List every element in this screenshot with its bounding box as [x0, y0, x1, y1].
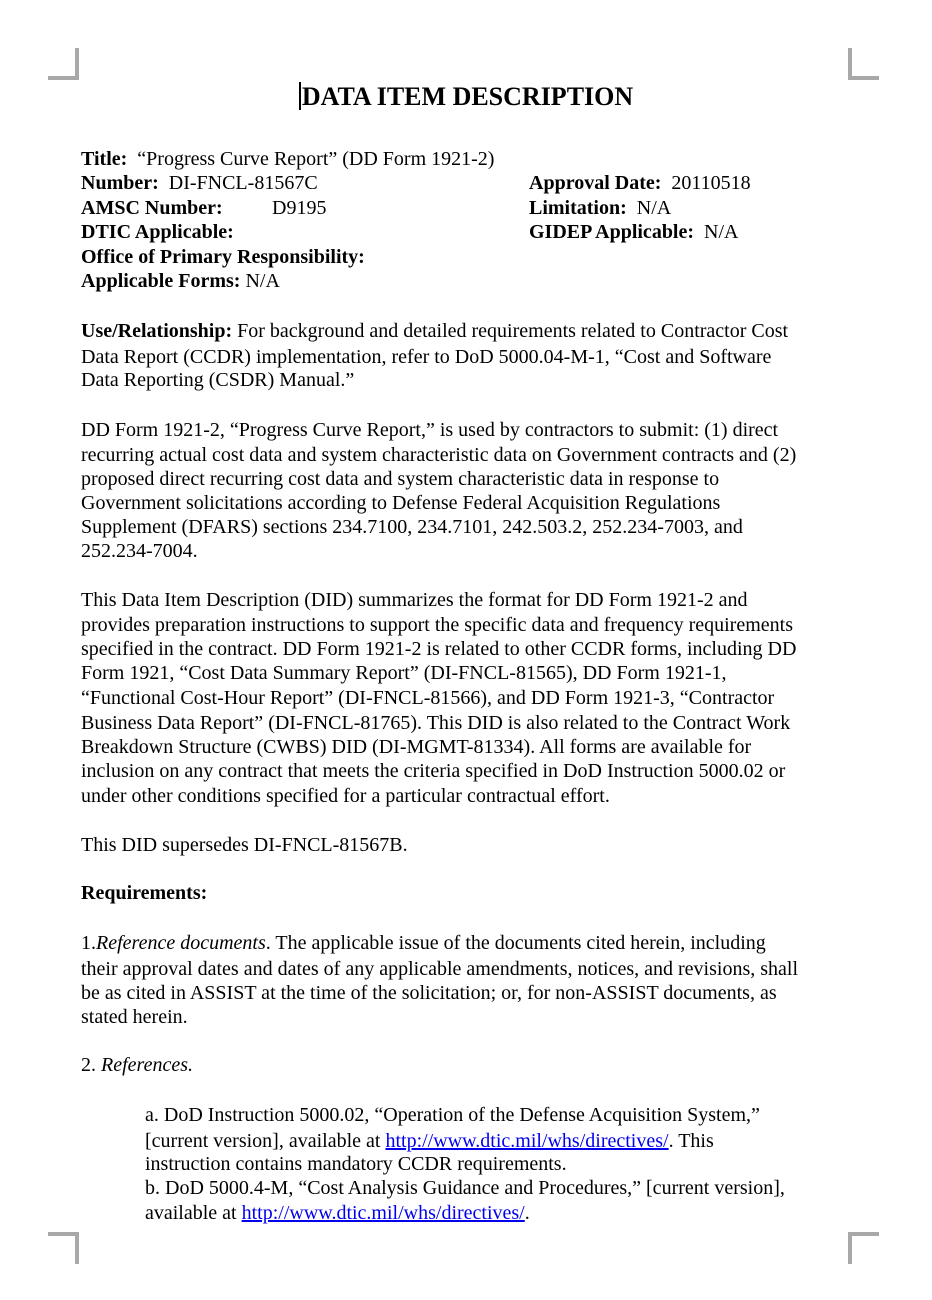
paragraph-line: “Functional Cost-Hour Report” (DI-FNCL-81566), and DD Form 1921-3, “Contractor: [81, 687, 775, 709]
requirement-title: Reference documents: [96, 932, 266, 954]
crop-mark-bottom-right: [848, 1232, 879, 1236]
reference-b-line: [145, 1201, 530, 1225]
gidep-label: GIDEP Applicable:: [529, 221, 695, 243]
number-value: DI-FNCL-81567C: [168, 172, 318, 194]
reference-a-line: a. DoD Instruction 5000.02, “Operation of the Defense Acquisition System,”: [145, 1104, 760, 1126]
use-relationship-text: For background and detailed requirements related to Contractor Cost: [237, 320, 789, 342]
reference-text: . This: [668, 1130, 714, 1152]
requirement-number: 2.: [81, 1054, 96, 1076]
reference-text: [current version], available at: [145, 1130, 386, 1152]
opr-field: [81, 245, 365, 269]
number-label: Number:: [81, 172, 159, 194]
paragraph-line: Supplement (DFARS) sections 234.7100, 234.7101, 242.503.2, 252.234-7003, and: [81, 516, 743, 538]
dtic-field: [81, 220, 234, 244]
crop-mark-bottom-left: [75, 1232, 79, 1264]
directives-link[interactable]: http://www.dtic.mil/whs/directives/: [241, 1202, 525, 1224]
crop-mark-top-right: [848, 76, 879, 80]
reference-a-line: [145, 1129, 714, 1153]
limitation-value: N/A: [636, 197, 672, 219]
paragraph-line: Government solicitations according to Defense Federal Acquisition Regulations: [81, 492, 721, 514]
paragraph-line: Business Data Report” (DI-FNCL-81765). This DID is also related to the Contract Work: [81, 712, 791, 734]
paragraph-line: their approval dates and dates of any applicable amendments, notices, and revisions, shall: [81, 958, 799, 980]
approval-date-field: [529, 171, 751, 195]
use-relationship-label: Use/Relationship:: [81, 320, 233, 342]
directives-link[interactable]: http://www.dtic.mil/whs/directives/: [385, 1130, 669, 1152]
paragraph-line: This Data Item Description (DID) summarizes the format for DD Form 1921-2 and: [81, 589, 748, 611]
gidep-value: N/A: [704, 221, 739, 243]
amsc-value: D9195: [272, 197, 327, 219]
use-relationship-line: [81, 319, 788, 343]
paragraph-line: under other conditions specified for a particular contractual effort.: [81, 785, 610, 807]
paragraph-line: DD Form 1921-2, “Progress Curve Report,” is used by contractors to submit: (1) direct: [81, 419, 779, 441]
forms-label: Applicable Forms:: [81, 270, 241, 292]
limitation-label: Limitation:: [529, 197, 627, 219]
paragraph-line: 252.234-7004.: [81, 540, 198, 562]
requirement-text: . The applicable issue of the documents cited herein, including: [265, 932, 766, 954]
requirement-2: [81, 1053, 193, 1077]
paragraph-line: specified in the contract. DD Form 1921-2 is related to other CCDR forms, including DD: [81, 638, 797, 660]
paragraph-line: Breakdown Structure (CWBS) DID (DI-MGMT-81334). All forms are available for: [81, 736, 752, 758]
paragraph-line: be as cited in ASSIST at the time of the solicitation; or, for non-ASSIST documents, as: [81, 982, 777, 1004]
amsc-label: AMSC Number:: [81, 197, 223, 219]
limitation-field: [529, 196, 671, 220]
title-field: [81, 147, 494, 171]
title-value: “Progress Curve Report” (DD Form 1921-2): [137, 148, 495, 170]
reference-a-line: instruction contains mandatory CCDR requirements.: [145, 1153, 567, 1175]
paragraph-line: recurring actual cost data and system characteristic data on Government contracts and (2): [81, 444, 797, 466]
paragraph-line: stated herein.: [81, 1006, 188, 1028]
use-relationship-line: Data Reporting (CSDR) Manual.”: [81, 369, 355, 391]
crop-mark-top-left: [48, 76, 79, 80]
paragraph-line: proposed direct recurring cost data and system characteristic data in response to: [81, 468, 720, 490]
reference-text: available at: [145, 1202, 242, 1224]
opr-label: Office of Primary Responsibility:: [81, 246, 365, 268]
requirements-heading: Requirements:: [81, 882, 208, 904]
dtic-label: DTIC Applicable:: [81, 221, 234, 243]
paragraph-line: Form 1921, “Cost Data Summary Report” (DI-FNCL-81565), DD Form 1921-1,: [81, 662, 727, 684]
document-heading: [0, 82, 932, 112]
text-cursor: [299, 82, 301, 110]
reference-text: .: [524, 1202, 530, 1224]
amsc-field: [81, 196, 327, 220]
requirement-title: References.: [101, 1054, 193, 1076]
crop-mark-bottom-right: [848, 1232, 852, 1264]
number-field: [81, 171, 318, 195]
requirement-1: [81, 931, 766, 955]
reference-b-line: b. DoD 5000.4-M, “Cost Analysis Guidance and Procedures,” [current version],: [145, 1177, 785, 1199]
supersedes-line: This DID supersedes DI-FNCL-81567B.: [81, 834, 408, 856]
use-relationship-line: Data Report (CCDR) implementation, refer to DoD 5000.04-M-1, “Cost and Software: [81, 346, 772, 368]
gidep-field: [529, 220, 738, 244]
approval-label: Approval Date:: [529, 172, 662, 194]
forms-value: N/A: [245, 270, 280, 292]
requirement-number: 1.: [81, 932, 96, 954]
forms-field: [81, 269, 280, 293]
approval-value: 20110518: [671, 172, 751, 194]
paragraph-line: inclusion on any contract that meets the criteria specified in DoD Instruction 5000.02 or: [81, 760, 786, 782]
heading-text: DATA ITEM DESCRIPTION: [301, 82, 634, 111]
paragraph-line: provides preparation instructions to support the specific data and frequency requirements: [81, 614, 793, 636]
title-label: Title:: [81, 148, 128, 170]
